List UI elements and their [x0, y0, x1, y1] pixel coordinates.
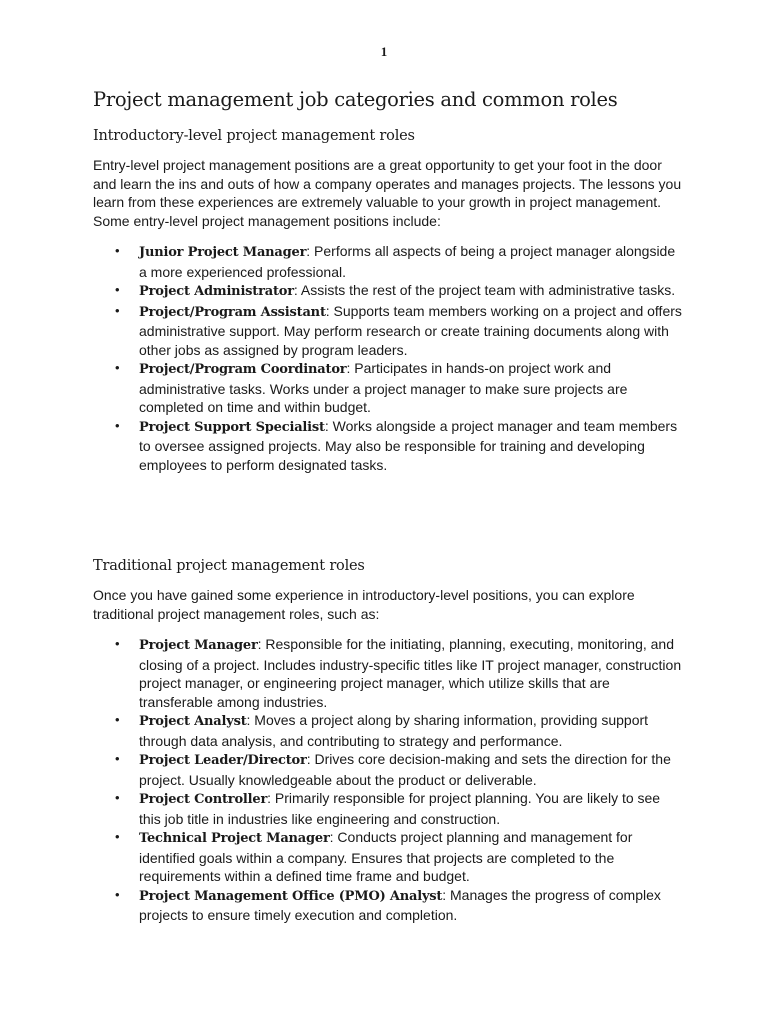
role-name: Technical Project Manager — [139, 831, 330, 846]
role-name: Project Administrator — [139, 284, 294, 299]
role-name: Project Leader/Director — [139, 753, 307, 768]
role-item — [139, 242, 683, 281]
role-name: Junior Project Manager — [139, 245, 307, 260]
role-item — [139, 711, 683, 750]
section-paragraph-introductory: Entry-level project management positions are a great opportunity to get your foot in the door and learn the ins and outs of how a company operates and manages projects. The lessons you learn from these experiences are extremely valuable to your growth in project management. Some entry-level project management positions include: — [93, 157, 682, 229]
role-name: Project Management Office (PMO) Analyst — [139, 888, 443, 904]
document-body — [93, 86, 683, 923]
role-description: : Responsible for the initiating, planning, executing, monitoring, and closing of a project. Includes industry-specific titles like IT project manager, construction project manager, or engineering project manager, which utilize skills that are transferable among industries. — [139, 636, 682, 710]
role-item — [139, 281, 683, 302]
role-name: Project/Program Assistant — [139, 304, 326, 320]
role-list-introductory — [93, 242, 683, 474]
role-description: : Moves a project along by sharing information, providing support through data analysis, and contributing to strategy and performance. — [139, 712, 649, 749]
role-description: : Participates in hands-on project work and administrative tasks. Works under a project manager to make sure projects are completed on time and within budget. — [139, 360, 628, 415]
document-title: Project management job categories and common roles — [93, 88, 618, 111]
role-description: : Primarily responsible for project planning. You are likely to see this job title in industries like engineering and construction. — [139, 790, 661, 827]
section-heading-introductory: Introductory-level project management roles — [93, 128, 415, 144]
role-description: : Works alongside a project manager and team members to oversee assigned projects. May also be responsible for training and developing employees to perform designated tasks. — [139, 417, 678, 473]
role-name: Project Support Specialist — [139, 419, 325, 435]
role-name: Project Controller — [139, 792, 268, 807]
role-item — [139, 635, 683, 711]
role-name: Project Manager — [139, 638, 258, 653]
role-description: : Drives core decision-making and sets the direction for the project. Usually knowledgeable about the product or deliverable. — [139, 751, 671, 788]
role-name: Project/Program Coordinator — [139, 362, 347, 377]
section-introductory — [93, 126, 683, 474]
section-heading-traditional: Traditional project management roles — [93, 558, 365, 574]
role-description: : Manages the progress of complex projects to ensure timely execution and completion. — [139, 886, 661, 923]
role-item — [139, 750, 683, 789]
role-item — [139, 886, 683, 925]
role-item — [139, 359, 683, 417]
role-item — [139, 828, 683, 886]
section-paragraph-traditional: Once you have gained some experience in introductory-level positions, you can explore traditional project management roles, such as: — [93, 587, 635, 622]
role-description: : Supports team members working on a project and offers administrative support. May perform research or create training documents along with other jobs as assigned by program leaders. — [139, 302, 682, 358]
role-list-traditional — [93, 635, 683, 925]
role-description: : Performs all aspects of being a project manager alongside a more experienced professional. — [139, 243, 676, 280]
section-traditional — [93, 556, 683, 925]
page-number: 1 — [380, 44, 388, 59]
role-description: : Conducts project planning and management for identified goals within a company. Ensures that projects are completed to the requirements within a defined time frame and budget. — [139, 829, 633, 884]
role-name: Project Analyst — [139, 714, 247, 729]
role-item — [139, 417, 683, 475]
role-description: : Assists the rest of the project team with administrative tasks. — [293, 282, 676, 298]
role-item — [139, 789, 683, 828]
role-item — [139, 302, 683, 360]
